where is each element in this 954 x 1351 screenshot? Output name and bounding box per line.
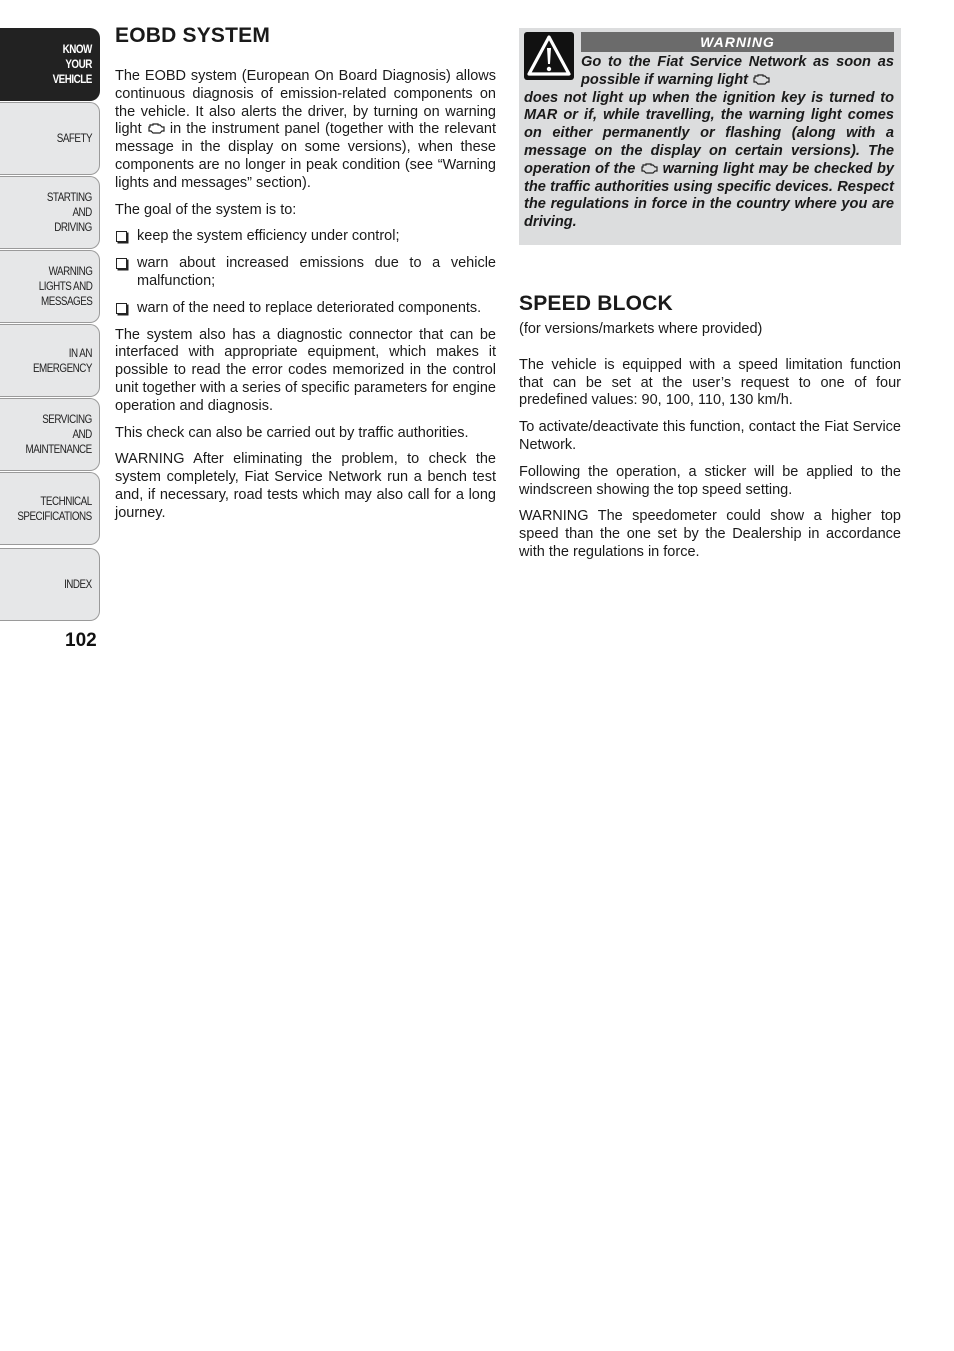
speed-block-p1: The vehicle is equipped with a speed limitation function that can be set at the user’s request to one of four predefined values: 90, 100, 110, 130 km/h. bbox=[519, 356, 901, 409]
tab-label: SERVICING AND MAINTENANCE bbox=[25, 412, 92, 456]
page-number: 102 bbox=[65, 630, 97, 651]
warning-text-b: does not light up when the ignition key is turned to MAR or if, while travelling, the warning light comes on either permanently or flashing (along with a message on the display on certain versions). The operation of the bbox=[524, 89, 894, 177]
tab-label: KNOW YOUR VEHICLE bbox=[52, 42, 92, 86]
eobd-traffic: This check can also be carried out by traffic authorities. bbox=[115, 424, 469, 441]
tab-label: TECHNICAL SPECIFICATIONS bbox=[17, 493, 92, 523]
tab-technical-specifications[interactable] bbox=[0, 472, 100, 545]
checkbox-bullet-icon bbox=[116, 231, 127, 242]
warning-text-c: warning light may be checked by the traffic authorities using specific devices. Respect the regulations in force in the country where you are driving. bbox=[524, 160, 895, 231]
tab-index[interactable] bbox=[0, 548, 100, 621]
speed-block-title: SPEED BLOCK bbox=[519, 292, 673, 315]
tab-in-an-emergency[interactable] bbox=[0, 324, 100, 397]
list-item-text: warn about increased emissions due to a vehicle malfunction; bbox=[137, 255, 496, 289]
list-item bbox=[115, 300, 496, 318]
speed-block-subtitle: (for versions/markets where provided) bbox=[519, 321, 763, 337]
tab-label: STARTING AND DRIVING bbox=[47, 190, 92, 234]
tab-know-your-vehicle[interactable] bbox=[0, 28, 100, 101]
checkbox-bullet-icon bbox=[116, 258, 127, 269]
eobd-intro-b: in the instrument panel (together with the relevant message in the display on some versions), when these components are no longer in peak condition (see “Warning lights and messages” section). bbox=[115, 121, 496, 191]
warning-triangle-icon bbox=[524, 32, 574, 80]
tab-label: INDEX bbox=[64, 577, 92, 591]
speed-block-p2: To activate/deactivate this function, contact the Fiat Service Network. bbox=[519, 419, 901, 453]
tab-starting-and-driving[interactable] bbox=[0, 176, 100, 249]
list-item bbox=[115, 228, 496, 246]
speed-block-p3: Following the operation, a sticker will be applied to the windscreen showing the top speed setting. bbox=[519, 463, 901, 498]
engine-icon bbox=[147, 122, 165, 134]
tab-label: IN AN EMERGENCY bbox=[32, 345, 92, 375]
tab-safety[interactable] bbox=[0, 102, 100, 175]
checkbox-bullet-icon bbox=[116, 303, 127, 314]
warning-header: WARNING bbox=[581, 32, 894, 52]
list-item-text: warn of the need to replace deteriorated components. bbox=[137, 299, 482, 316]
list-item-text: keep the system efficiency under control; bbox=[137, 228, 400, 245]
eobd-goal: The goal of the system is to: bbox=[115, 201, 297, 218]
eobd-intro bbox=[115, 68, 496, 193]
eobd-warning: WARNING After eliminating the problem, to check the system completely, Fiat Service Network run a bench test and, if necessary, road tests which may also call for a long journey. bbox=[115, 451, 496, 521]
speed-block-section bbox=[519, 292, 901, 562]
eobd-title: EOBD SYSTEM bbox=[115, 24, 271, 47]
list-item bbox=[115, 255, 496, 291]
eobd-goal-list bbox=[115, 228, 496, 317]
speed-block-p4: WARNING The speedometer could show a higher top speed than the one set by the Dealership in accordance with the regulations in force. bbox=[519, 508, 901, 560]
tab-servicing[interactable] bbox=[0, 398, 100, 471]
warning-box bbox=[519, 28, 901, 245]
engine-icon bbox=[752, 73, 770, 85]
warning-text bbox=[524, 54, 894, 232]
tab-label: SAFETY bbox=[56, 131, 92, 145]
warning-text-a: Go to the Fiat Service Network as soon as possible if warning light bbox=[581, 54, 894, 88]
eobd-intro-a: The EOBD system (European On Board Diagnosis) allows continuous diagnosis of emission-related components on the vehicle. It also alerts the driver, by turning on warning light bbox=[115, 68, 496, 138]
eobd-section bbox=[115, 24, 496, 523]
tab-label: WARNING LIGHTS AND MESSAGES bbox=[38, 264, 92, 308]
engine-icon bbox=[640, 162, 658, 174]
eobd-connector: The system also has a diagnostic connector that can be interfaced with appropriate equipment, which makes it possible to read the error codes memorized in the control unit together with a series of specific parameters for engine operation and diagnosis. bbox=[115, 326, 496, 414]
tab-warning-lights[interactable] bbox=[0, 250, 100, 323]
